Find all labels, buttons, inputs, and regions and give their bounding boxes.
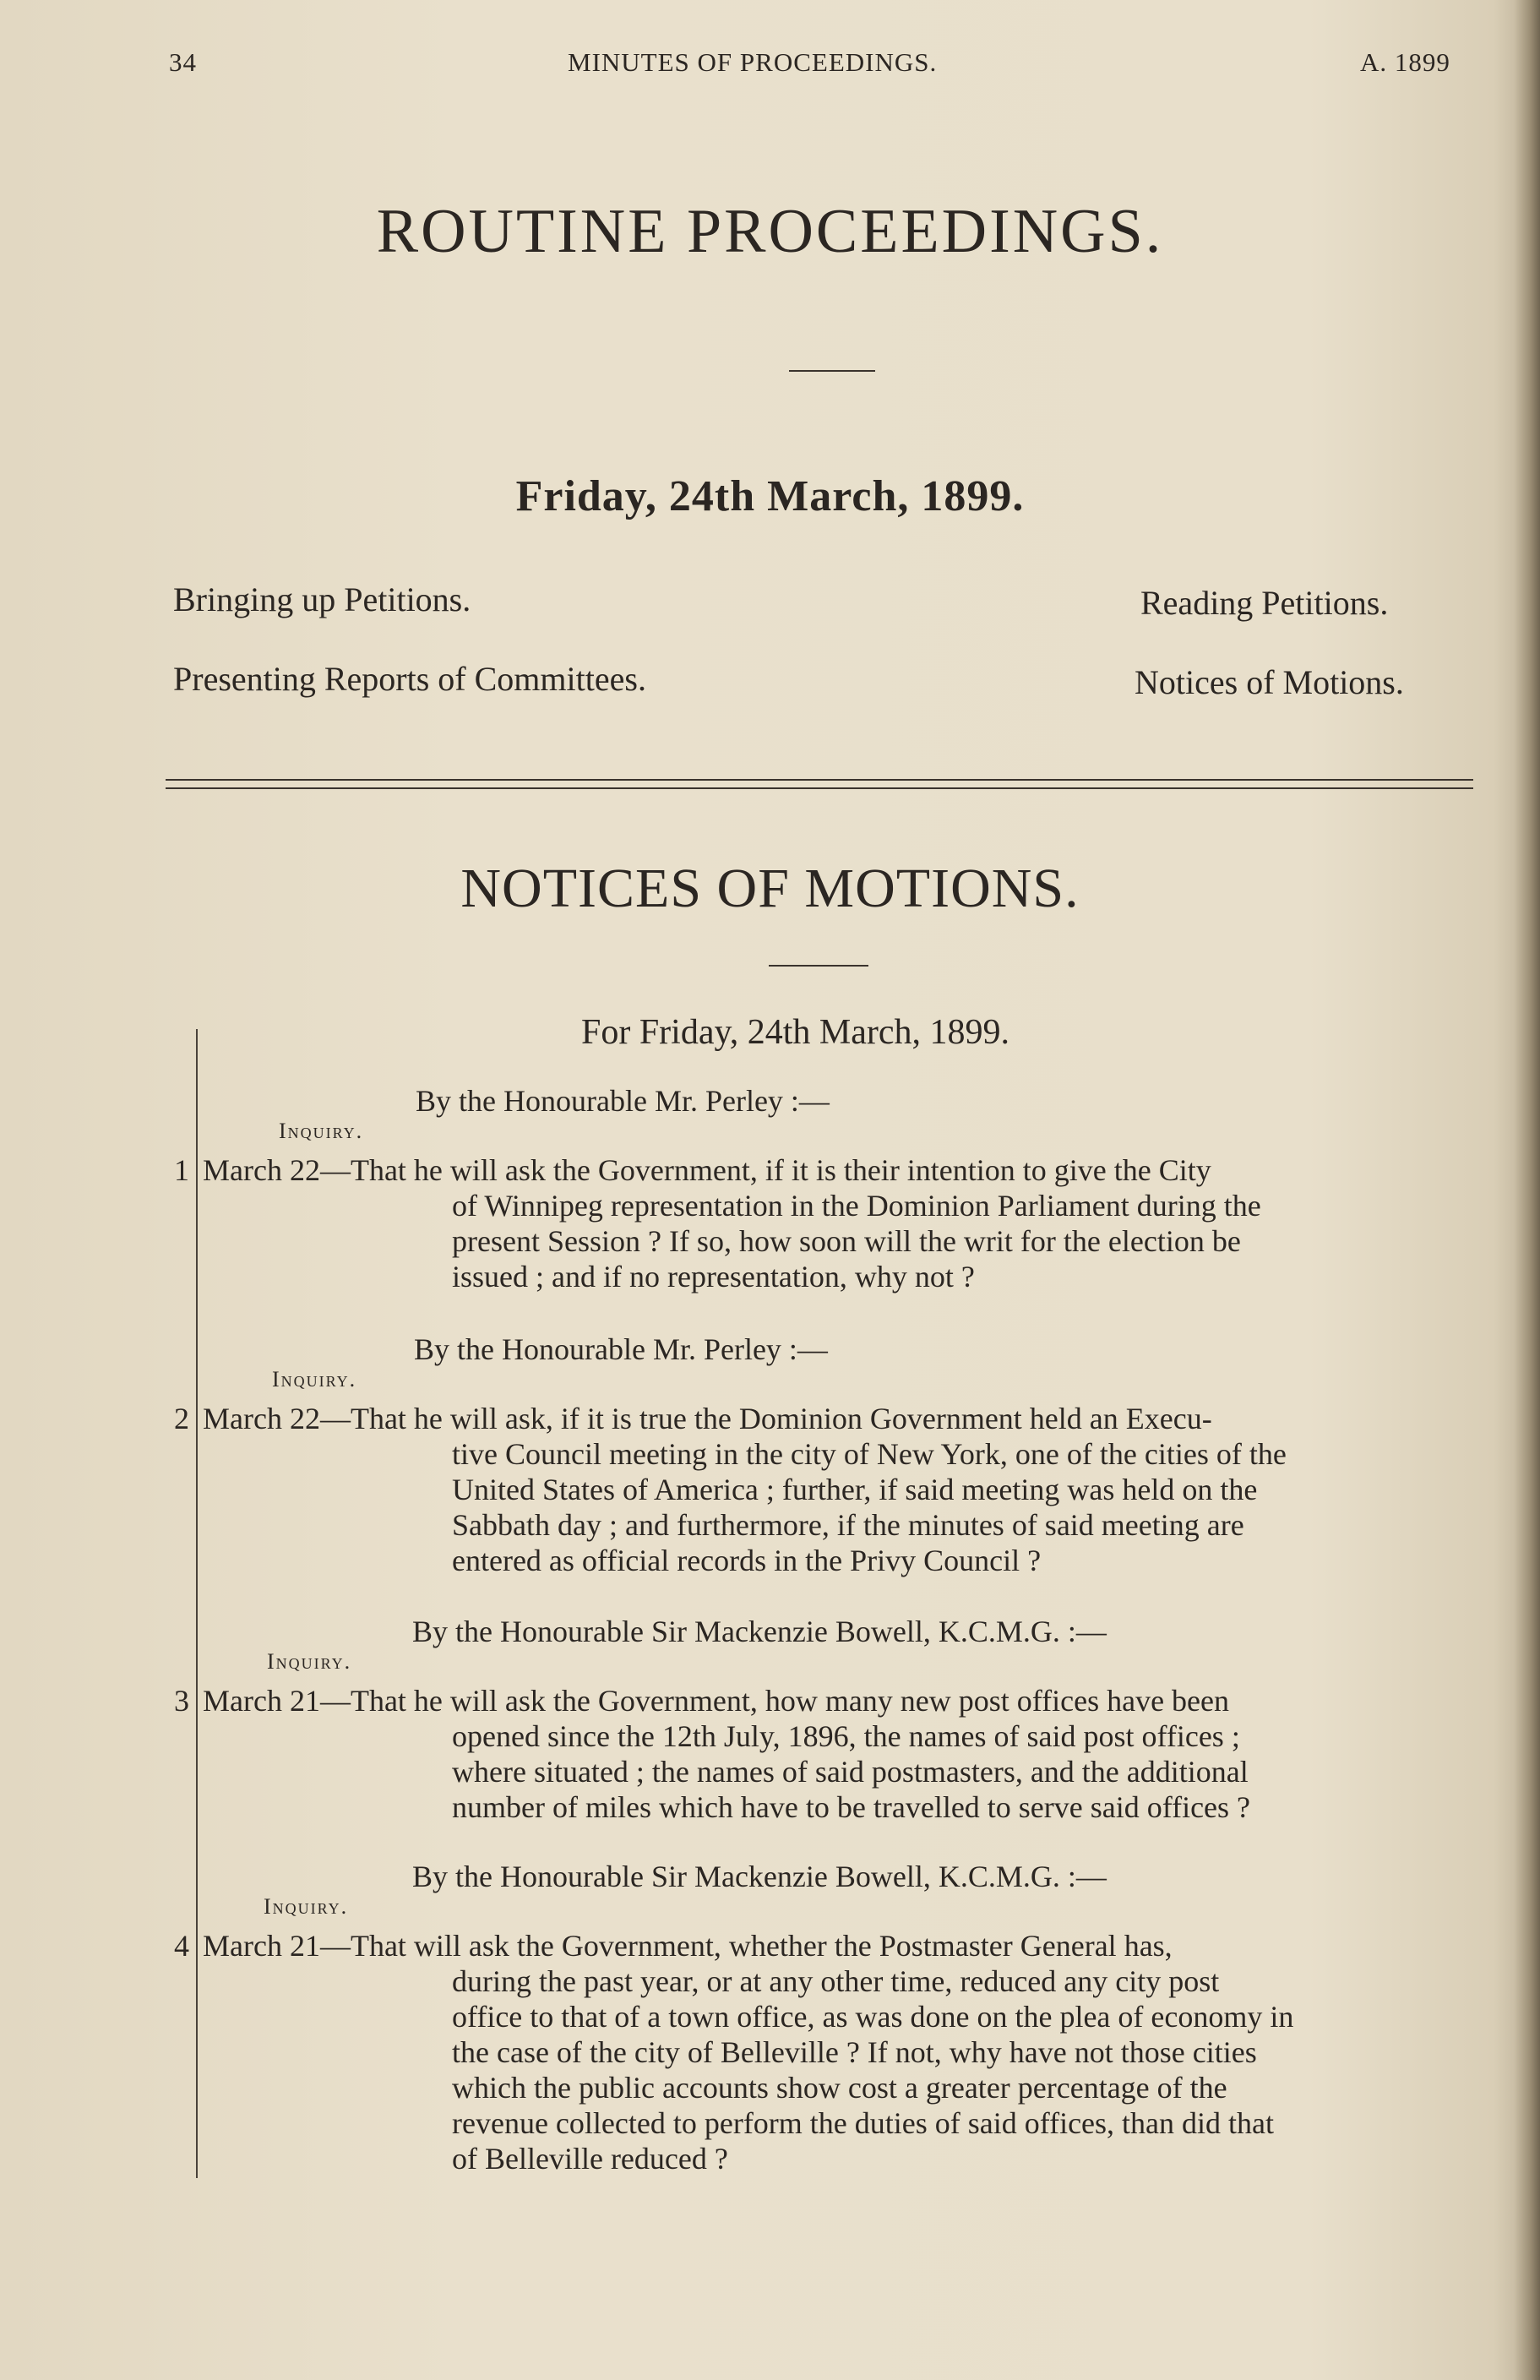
notice-kind: Inquiry. [279,1119,364,1143]
notice-line: Sabbath day ; and furthermore, if the minutes of said meeting are [452,1508,1244,1542]
notice-line: of Winnipeg representation in the Dominion Parliament during the [452,1189,1261,1223]
notice-line: issued ; and if no representation, why not ? [452,1260,975,1293]
notice-line: opened since the 12th July, 1896, the names of said post offices ; [452,1719,1240,1753]
order-reading-petitions: Reading Petitions. [1140,584,1389,622]
notice-line: office to that of a town office, as was done on the plea of economy in [452,2000,1294,2034]
order-presenting-reports: Presenting Reports of Committees. [173,660,646,698]
notice-line: March 22—That he will ask, if it is true the Dominion Government held an Execu- [203,1402,1212,1435]
notice-line: during the past year, or at any other time, reduced any city post [452,1964,1220,1998]
notice-line: tive Council meeting in the city of New York, one of the cities of the [452,1437,1287,1471]
notice-kind: Inquiry. [264,1894,349,1919]
short-rule [769,965,868,967]
margin-line [196,1029,198,2178]
notice-line: March 21—That he will ask the Government, how many new post offices have been [203,1684,1229,1718]
notices-for-date: For Friday, 24th March, 1899. [580,1013,1010,1052]
notices-title: NOTICES OF MOTIONS. [460,858,1080,919]
page-number: 34 [169,47,197,77]
notice-line: number of miles which have to be travelled to serve said offices ? [452,1790,1251,1824]
volume-year: A. 1899 [1360,47,1450,77]
notice-number: 3 [174,1684,189,1718]
notice-line: the case of the city of Belleville ? If not, why have not those cities [452,2035,1257,2069]
book-spine-shadow [1515,0,1540,2380]
notice-line: revenue collected to perform the duties of said offices, than did that [452,2106,1275,2140]
running-title: MINUTES OF PROCEEDINGS. [568,47,938,77]
order-bringing-petitions: Bringing up Petitions. [173,580,471,618]
notice-line: United States of America ; further, if said meeting was held on the [452,1473,1258,1506]
notice-by: By the Honourable Mr. Perley :— [414,1332,828,1366]
notice-line: which the public accounts show cost a greater percentage of the [452,2071,1227,2105]
notice-line: March 21—That will ask the Government, whether the Postmaster General has, [203,1929,1173,1963]
notice-line: present Session ? If so, how soon will the writ for the election be [452,1224,1241,1258]
notice-line: entered as official records in the Privy Council ? [452,1544,1042,1577]
notice-number: 4 [174,1929,189,1963]
notice-number: 1 [174,1153,189,1187]
notice-kind: Inquiry. [267,1649,352,1674]
notice-number: 2 [174,1402,189,1435]
notice-line: where situated ; the names of said postmasters, and the additional [452,1755,1249,1789]
routine-date: Friday, 24th March, 1899. [515,472,1025,520]
notice-by: By the Honourable Sir Mackenzie Bowell, K.C.M.G. :— [412,1860,1107,1893]
order-notices-motions: Notices of Motions. [1135,663,1404,701]
short-rule [789,370,875,372]
notice-kind: Inquiry. [272,1367,357,1392]
routine-title: ROUTINE PROCEEDINGS. [376,197,1164,266]
notice-line: March 22—That he will ask the Government, if it is their intention to give the City [203,1153,1211,1187]
double-rule [166,779,1473,789]
notice-by: By the Honourable Mr. Perley :— [416,1084,830,1118]
notice-by: By the Honourable Sir Mackenzie Bowell, K.C.M.G. :— [412,1615,1107,1648]
notice-line: of Belleville reduced ? [452,2142,728,2176]
